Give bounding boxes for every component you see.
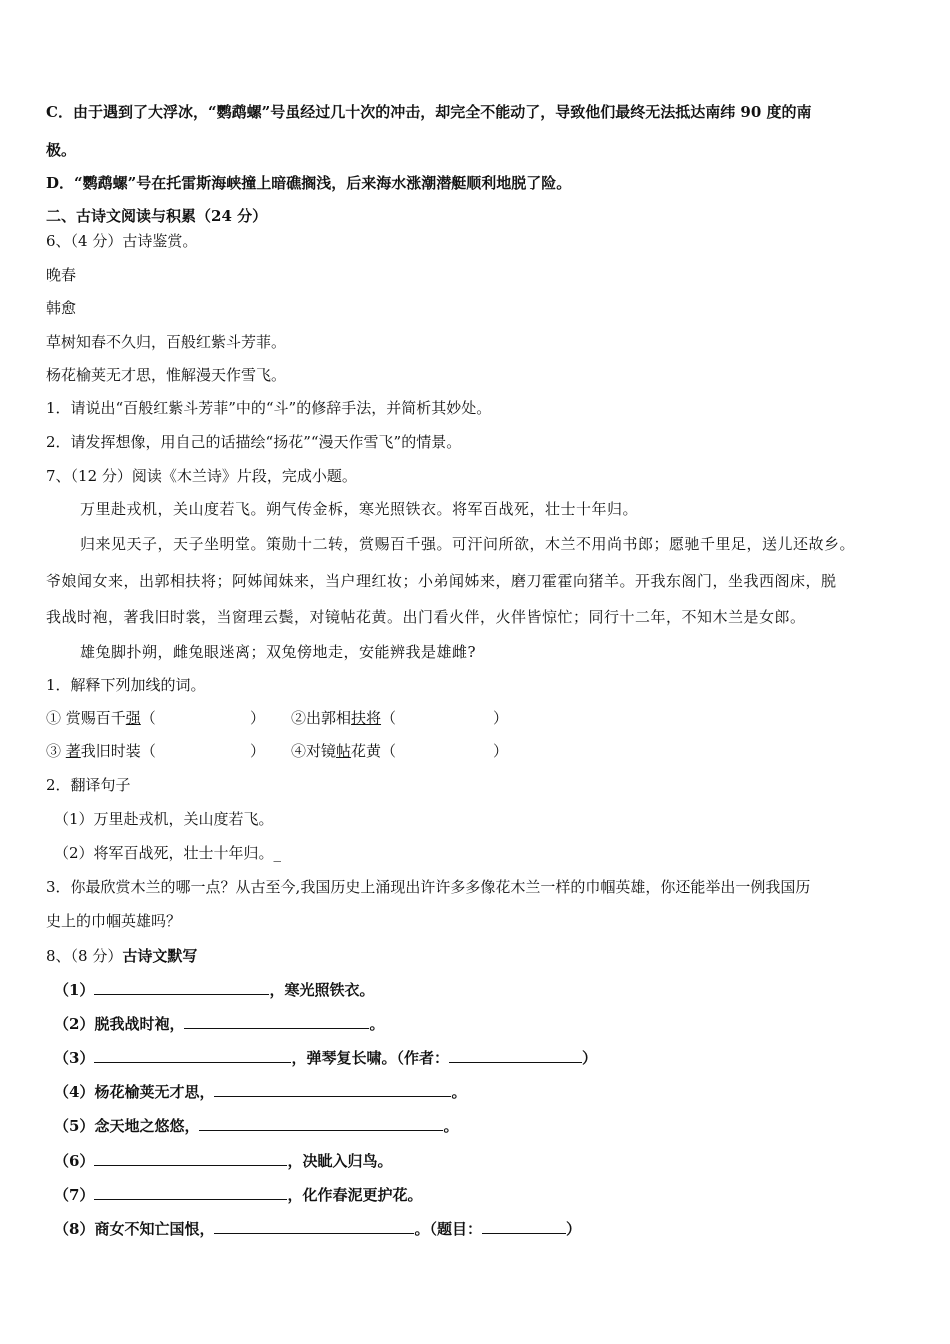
word-item-4: ④对镜帖花黄（ — [291, 742, 397, 760]
q6-sub2: 2．请发挥想像，用自己的话描绘“扬花”“漫天作雪飞”的情景。 — [46, 433, 462, 451]
recite-item-1: （1） ，寒光照铁衣。 — [54, 981, 375, 999]
q7-sub3-line1: 3．你最欣赏木兰的哪一点？从古至今,我国历史上涌现出许许多多像花木兰一样的巾帼英雄，你还能举出一例我国历 — [46, 878, 811, 896]
passage-p2-line2: 爷娘闻女来，出郭相扶将；阿姊闻妹来，当户理红妆；小弟闻姊来，磨刀霍霍向猪羊。开我东阁门，坐我西阁床，脱 — [46, 572, 837, 590]
recite-item-6: （6） ，决眦入归鸟。 — [54, 1152, 393, 1170]
poem-author: 韩愈 — [46, 299, 77, 317]
answer-blank[interactable] — [94, 1184, 287, 1200]
option-d: D．“鹦鹉螺”号在托雷斯海峡撞上暗礁搁浅，后来海水涨潮潜艇顺利地脱了险。 — [46, 174, 572, 192]
passage-p3: 雄兔脚扑朔，雌兔眼迷离；双兔傍地走，安能辨我是雄雌? — [80, 643, 477, 661]
q7-header: 7、（12 分）阅读《木兰诗》片段，完成小题。 — [46, 467, 357, 485]
answer-blank[interactable] — [94, 979, 269, 995]
answer-blank[interactable] — [482, 1218, 566, 1234]
word-item-2-close: ） — [493, 709, 509, 727]
underlined-word: 强 — [125, 709, 141, 727]
option-c-line2: 极。 — [46, 141, 77, 159]
q7-sub1: 1．解释下列加线的词。 — [46, 676, 206, 694]
recite-item-8: （8）商女不知亡国恨， 。（题目： ） — [54, 1220, 581, 1238]
answer-blank[interactable] — [449, 1047, 582, 1063]
poem-line-1: 草树知春不久归，百般红紫斗芳菲。 — [46, 333, 287, 351]
poem-title: 晚春 — [46, 266, 77, 284]
recite-item-2: （2）脱我战时袍， 。 — [54, 1015, 385, 1033]
answer-blank[interactable] — [214, 1218, 414, 1234]
recite-item-5: （5）念天地之悠悠， 。 — [54, 1117, 459, 1135]
passage-p1: 万里赴戎机，关山度若飞。朔气传金柝，寒光照铁衣。将军百战死，壮士十年归。 — [80, 500, 639, 518]
translate-item-1: （1）万里赴戎机，关山度若飞。 — [54, 810, 274, 828]
recite-item-7: （7） ，化作春泥更护花。 — [54, 1186, 423, 1204]
recite-item-4: （4）杨花榆荚无才思， 。 — [54, 1083, 467, 1101]
answer-blank[interactable] — [94, 1150, 287, 1166]
answer-blank[interactable] — [199, 1115, 443, 1131]
word-item-2: ②出郭相扶将（ — [291, 709, 397, 727]
poem-line-2: 杨花榆荚无才思，惟解漫天作雪飞。 — [46, 366, 287, 384]
word-item-1: ① 赏赐百千强（ — [46, 709, 156, 727]
q8-header: 8、（8 分）古诗文默写 — [46, 947, 198, 965]
q7-sub3-line2: 史上的巾帼英雄吗？ — [46, 912, 182, 930]
word-item-1-close: ） — [250, 709, 266, 727]
passage-p2-line3: 我战时袍，著我旧时裳，当窗理云鬓，对镜帖花黄。出门看火伴，火伴皆惊忙；同行十二年，不知木兰是女郎。 — [46, 608, 806, 626]
underlined-word: 著 — [65, 742, 81, 760]
underlined-word: 帖 — [336, 742, 352, 760]
answer-blank[interactable] — [94, 1047, 291, 1063]
word-item-3: ③ 著我旧时装（ — [46, 742, 156, 760]
answer-blank[interactable] — [184, 1013, 369, 1029]
option-c-line1: C．由于遇到了大浮冰，“鹦鹉螺”号虽经过几十次的冲击，却完全不能动了，导致他们最终无法抵达南纬 90 度的南 — [46, 103, 812, 121]
word-item-3-close: ） — [250, 742, 266, 760]
recite-item-3: （3） ，弹琴复长啸。（作者： ） — [54, 1049, 597, 1067]
word-item-4-close: ） — [493, 742, 509, 760]
translate-item-2: （2）将军百战死，壮士十年归。_ — [54, 844, 282, 862]
q7-sub2: 2．翻译句子 — [46, 776, 131, 794]
passage-p2-line1: 归来见天子，天子坐明堂。策勋十二转，赏赐百千强。可汗问所欲，木兰不用尚书郎；愿驰千里足，送儿还故乡。 — [80, 535, 856, 553]
q6-header: 6、（4 分）古诗鉴赏。 — [46, 232, 198, 250]
section-heading: 二、古诗文阅读与积累（24 分） — [46, 207, 268, 225]
q6-sub1: 1．请说出“百般红紫斗芳菲”中的“斗”的修辞手法，并简析其妙处。 — [46, 399, 492, 417]
answer-blank[interactable] — [214, 1081, 451, 1097]
underlined-word: 扶将 — [351, 709, 382, 727]
